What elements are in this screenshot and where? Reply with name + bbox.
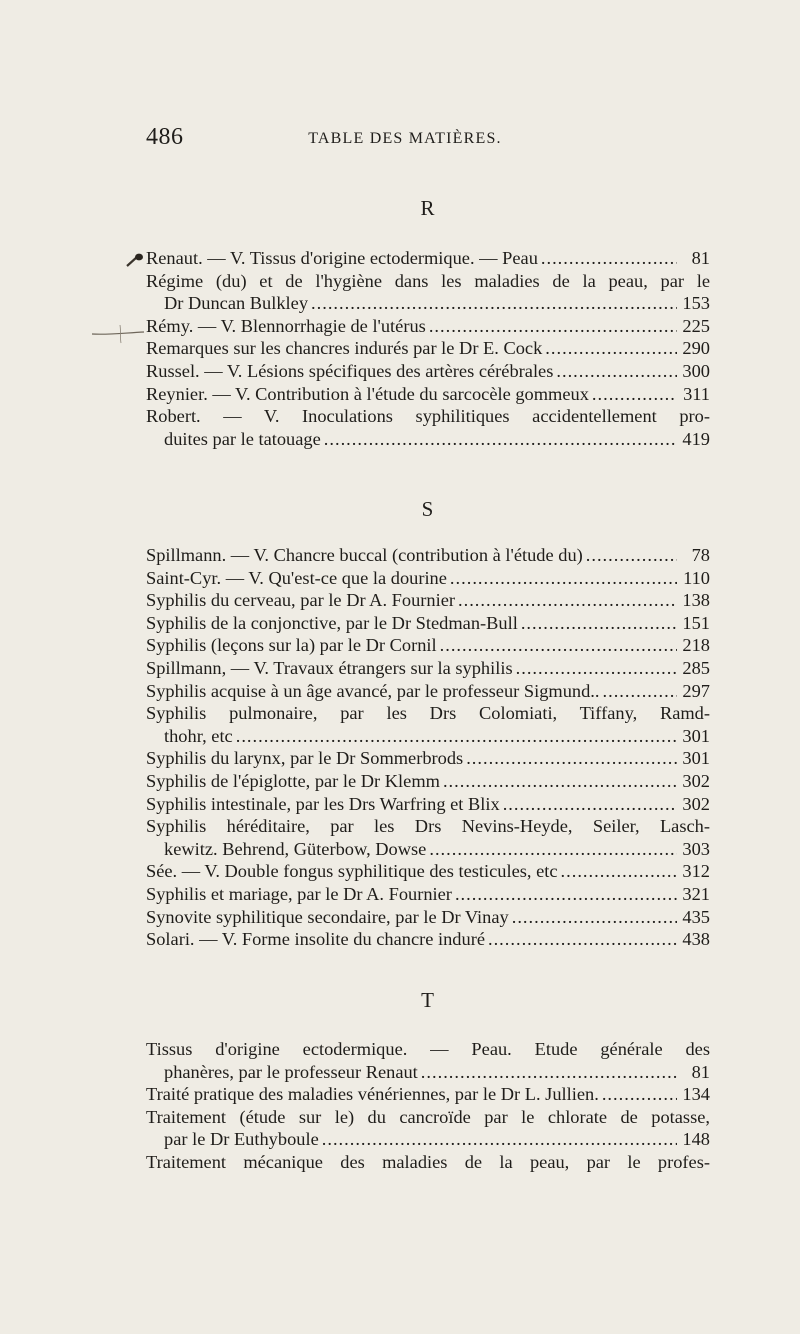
toc-entry-text: Syphilis intestinale, par les Drs Warfring et Blix (146, 793, 500, 814)
toc-entry-text: Syphilis (leçons sur la) par le Dr Cornil (146, 635, 437, 656)
toc-entry-text: Traitement (étude sur le) du cancroïde par le chlorate de potasse, (146, 1106, 710, 1127)
toc-entry-line (146, 337, 710, 360)
toc-entry-line (146, 725, 710, 748)
toc-entry-line (146, 815, 710, 838)
dot-leader (488, 928, 677, 951)
toc-entry-text: Renaut. — V. Tissus d'origine ectodermique. — Peau (146, 248, 538, 268)
toc-page-number: 301 (682, 748, 710, 769)
dot-leader (455, 883, 677, 906)
toc-page-number: 312 (682, 861, 710, 882)
toc-entry-text: Tissus d'origine ectodermique. — Peau. Etude générale des (146, 1039, 710, 1059)
page-header (146, 124, 664, 156)
toc-entry (146, 589, 710, 612)
toc-entry-text: Syphilis acquise à un âge avancé, par le professeur Sigmund.. (146, 680, 600, 701)
toc-entry-line (146, 383, 710, 406)
toc-page-number: 153 (682, 293, 710, 314)
pen-mark-arrow (126, 252, 144, 268)
toc-entry (146, 315, 710, 338)
dot-leader (602, 1083, 677, 1106)
toc-entry-line (146, 1038, 710, 1061)
dot-leader (466, 747, 677, 770)
toc-entry-text: Russel. — V. Lésions spécifiques des artères cérébrales (146, 360, 554, 381)
toc-entry-line (146, 928, 710, 951)
toc-entry-line (146, 428, 710, 451)
toc-entry (146, 544, 710, 567)
toc-entry-line (146, 315, 710, 338)
toc-page-number: 300 (682, 360, 710, 381)
toc-page-number: 138 (682, 590, 710, 611)
dot-leader (586, 544, 677, 567)
dot-leader (541, 247, 677, 270)
pen-mark-line (90, 324, 150, 344)
toc-page-number: 435 (682, 906, 710, 927)
dot-leader (503, 793, 677, 816)
toc-page-number: 303 (682, 838, 710, 859)
toc-page-number: 78 (691, 545, 710, 565)
dot-leader (516, 657, 677, 680)
toc-page-number: 302 (682, 793, 710, 814)
toc-entry-text: Syphilis pulmonaire, par les Drs Colomiati, Tiffany, Ramd- (146, 703, 710, 724)
toc-entry-text: Solari. — V. Forme insolite du chancre induré (146, 929, 485, 950)
toc-entry-text: thohr, etc (164, 725, 233, 746)
dot-leader (512, 906, 677, 929)
toc-page-number: 419 (682, 428, 710, 449)
toc-entry (146, 360, 710, 383)
toc-entry-line (146, 747, 710, 770)
toc-entry-line (146, 702, 710, 725)
toc-entry-text: Syphilis du cerveau, par le Dr A. Fournier (146, 590, 455, 611)
dot-leader (322, 1128, 677, 1151)
section-letter-s: S (421, 497, 435, 521)
toc-entry (146, 383, 710, 406)
dot-leader (429, 315, 677, 338)
toc-entry-line (146, 405, 710, 428)
dot-leader (561, 860, 677, 883)
page-number: 486 (146, 124, 184, 150)
toc-entry-text: kewitz. Behrend, Güterbow, Dowse (164, 838, 427, 859)
dot-leader (521, 612, 677, 635)
toc-page-number: 297 (682, 680, 710, 701)
toc-entry-line (146, 589, 710, 612)
toc-entry-text: Synovite syphilitique secondaire, par le Dr Vinay (146, 906, 509, 927)
toc-entry (146, 906, 710, 929)
toc-entry-text: duites par le tatouage (164, 428, 321, 449)
toc-entry (146, 770, 710, 793)
toc-page-number: 285 (682, 657, 710, 678)
dot-leader (236, 725, 677, 748)
toc-entry-line (146, 883, 710, 906)
toc-entry (146, 860, 710, 883)
toc-entry (146, 634, 710, 657)
toc-entry (146, 657, 710, 680)
dot-leader (556, 360, 677, 383)
toc-entry-text: Robert. — V. Inoculations syphilitiques accidentellement pro- (146, 406, 710, 427)
toc-page-number: 311 (683, 383, 710, 404)
toc-entry-line (146, 544, 710, 567)
toc-entry (146, 883, 710, 906)
toc-entry-text: par le Dr Euthyboule (164, 1129, 319, 1150)
toc-page-number: 151 (682, 612, 710, 633)
toc-page-number: 81 (691, 248, 710, 268)
dot-leader (421, 1061, 677, 1084)
toc-entry (146, 612, 710, 635)
dot-leader (324, 428, 677, 451)
toc-page-number: 290 (682, 338, 710, 359)
toc-page-number: 218 (682, 635, 710, 656)
toc-entry-line (146, 612, 710, 635)
dot-leader (311, 292, 677, 315)
toc-page-number: 302 (682, 770, 710, 791)
toc-page-number: 134 (682, 1084, 710, 1105)
toc-entry-text: Régime (du) et de l'hygiène dans les maladies de la peau, par le (146, 270, 710, 291)
toc-entry (146, 702, 710, 747)
toc-entry (146, 247, 710, 270)
toc-entry-line (146, 1151, 710, 1174)
toc-page-number: 225 (682, 315, 710, 336)
toc-entry (146, 1083, 710, 1106)
toc-entry-line (146, 838, 710, 861)
toc-entry-text: Syphilis du larynx, par le Dr Sommerbrods (146, 748, 464, 769)
toc-entry-text: Spillmann. — V. Chancre buccal (contribution à l'étude du) (146, 545, 583, 565)
section-letter-r: R (420, 196, 436, 220)
toc-entry-text: Syphilis de la conjonctive, par le Dr Stedman-Bull (146, 612, 518, 633)
toc-entry-text: Reynier. — V. Contribution à l'étude du sarcocèle gommeux (146, 383, 589, 404)
dot-leader (450, 567, 677, 590)
toc-page-number: 301 (682, 725, 710, 746)
section-s-entries (146, 544, 710, 951)
toc-page-number: 148 (682, 1129, 710, 1150)
dot-leader (443, 770, 677, 793)
toc-entry-text: Spillmann, — V. Travaux étrangers sur la syphilis (146, 657, 513, 678)
toc-entry (146, 680, 710, 703)
toc-entry-line (146, 906, 710, 929)
dot-leader (592, 383, 677, 406)
toc-entry-text: Sée. — V. Double fongus syphilitique des testicules, etc (146, 861, 558, 882)
toc-entry-line (146, 1106, 710, 1129)
toc-entry-text: Dr Duncan Bulkley (164, 293, 309, 314)
toc-entry (146, 567, 710, 590)
toc-entry-text: Remarques sur les chancres indurés par le Dr E. Cock (146, 338, 543, 359)
toc-entry (146, 793, 710, 816)
toc-entry-line (146, 634, 710, 657)
toc-entry-text: Rémy. — V. Blennorrhagie de l'utérus (146, 315, 426, 336)
toc-entry-text: Saint-Cyr. — V. Qu'est-ce que la dourine (146, 567, 447, 588)
running-title: TABLE DES MATIÈRES. (308, 130, 502, 147)
toc-entry-line (146, 567, 710, 590)
dot-leader (603, 680, 677, 703)
toc-entry-line (146, 793, 710, 816)
toc-page-number: 438 (682, 929, 710, 950)
toc-entry (146, 337, 710, 360)
toc-entry-line (146, 1128, 710, 1151)
toc-entry-line (146, 360, 710, 383)
toc-entry-line (146, 680, 710, 703)
toc-entry-text: Syphilis de l'épiglotte, par le Dr Klemm (146, 770, 440, 791)
section-letter-t: T (421, 988, 435, 1012)
toc-entry-line (146, 1061, 710, 1084)
toc-entry-text: Traité pratique des maladies vénériennes, par le Dr L. Jullien. (146, 1084, 599, 1105)
toc-page-number: 110 (683, 567, 710, 588)
toc-entry-line (146, 1083, 710, 1106)
toc-page-number: 321 (682, 883, 710, 904)
toc-entry-line (146, 860, 710, 883)
toc-entry (146, 405, 710, 450)
toc-page-number: 81 (691, 1061, 710, 1082)
toc-entry-text: Syphilis et mariage, par le Dr A. Fournier (146, 883, 452, 904)
toc-entry-line (146, 247, 710, 270)
toc-entry (146, 928, 710, 951)
toc-entry-line (146, 292, 710, 315)
toc-entry-text: Traitement mécanique des maladies de la peau, par le profes- (146, 1151, 710, 1172)
toc-entry (146, 815, 710, 860)
toc-entry (146, 1151, 710, 1174)
dot-leader (545, 337, 677, 360)
section-r-entries (146, 247, 710, 450)
toc-entry-line (146, 657, 710, 680)
dot-leader (429, 838, 677, 861)
toc-entry (146, 1038, 710, 1083)
toc-entry (146, 747, 710, 770)
toc-entry-line (146, 270, 710, 293)
toc-entry-text: phanères, par le professeur Renaut (164, 1061, 418, 1082)
toc-entry (146, 270, 710, 315)
toc-entry-line (146, 770, 710, 793)
dot-leader (440, 634, 677, 657)
toc-entry-text: Syphilis héréditaire, par les Drs Nevins-Heyde, Seiler, Lasch- (146, 816, 710, 837)
section-t-entries (146, 1038, 710, 1174)
toc-entry (146, 1106, 710, 1151)
dot-leader (458, 589, 677, 612)
